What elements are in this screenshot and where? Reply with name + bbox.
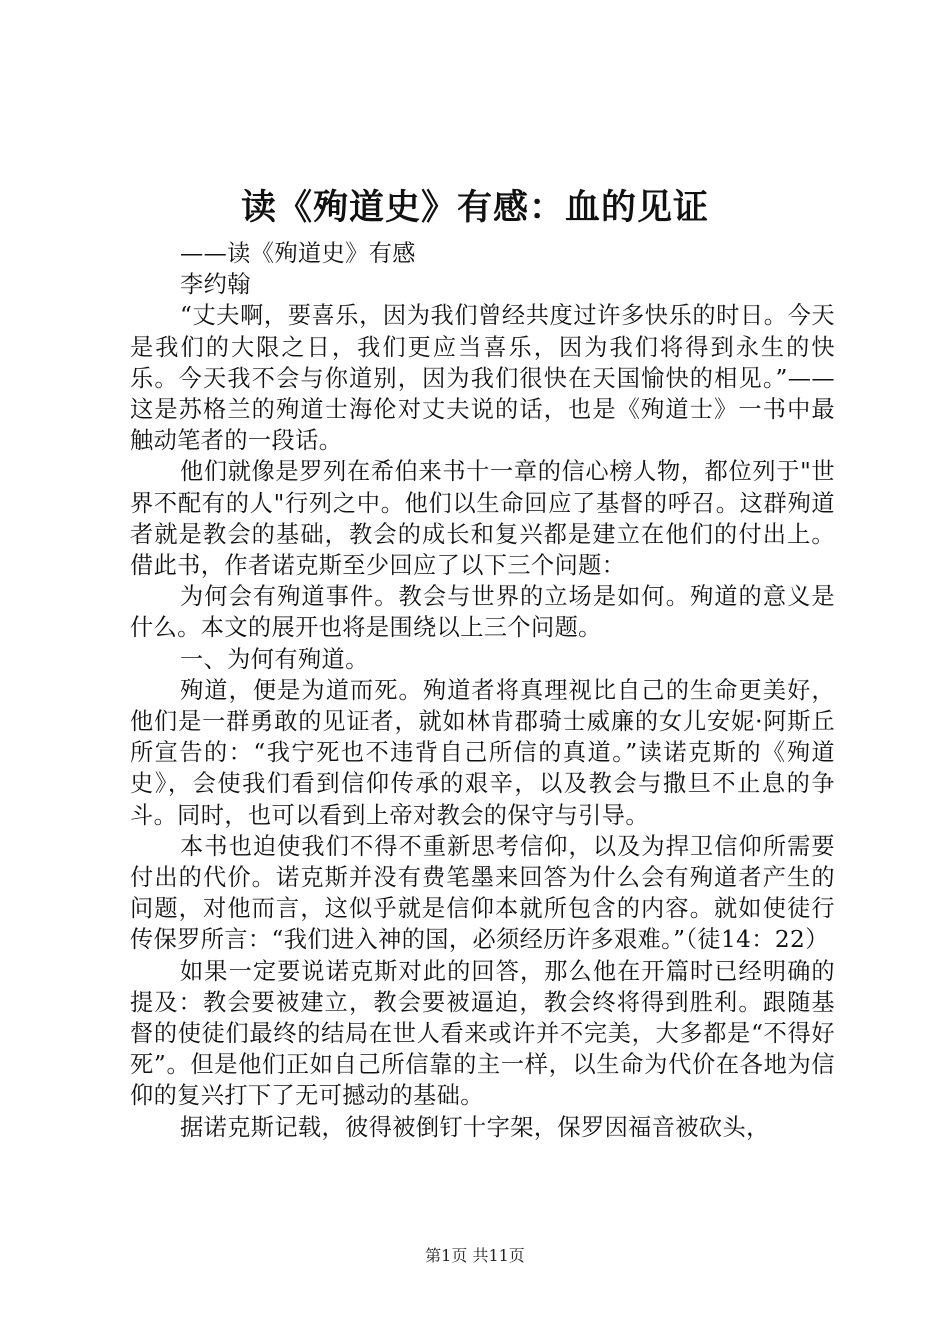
- document-author: 李约翰: [180, 271, 251, 299]
- document-subtitle: ——读《殉道史》有感: [180, 240, 416, 267]
- paragraph: 如果一定要说诺克斯对此的回答，那么他在开篇时已经明确的提及：教会要被建立，教会要被逼迫，教会终将得到胜利。跟随基督的使徒们最终的结局在世人看来或许并不完美，大多都是“不得好死”。但是他们正如自己所信靠的主一样，以生命为代价在各地为信仰的复兴打下了无可撼动的基础。: [130, 957, 835, 1110]
- paragraph: 殉道，便是为道而死。殉道者将真理视比自己的生命更美好，他们是一群勇敢的见证者，就如林肯郡骑士威廉的女儿安妮·阿斯丘所宣告的：“我宁死也不违背自己所信的真道。”读诺克斯的《殉道史》，会使我们看到信仰传承的艰辛，以及教会与撒旦不止息的争斗。同时，也可以看到上帝对教会的保守与引导。: [130, 676, 835, 829]
- page-footer: 第1页 共11页: [425, 1246, 525, 1265]
- document-body: [130, 238, 835, 1143]
- paragraph: “丈夫啊，要喜乐，因为我们曾经共度过许多快乐的时日。今天是我们的大限之日，我们更应当喜乐，因为我们将得到永生的快乐。今天我不会与你道别，因为我们很快在天国愉快的相见。”——这是苏格兰的殉道士海伦对丈夫说的话，也是《殉道士》一书中最触动笔者的一段话。: [130, 302, 835, 455]
- section-heading: 一、为何有殉道。: [180, 645, 369, 673]
- paragraph: 为何会有殉道事件。教会与世界的立场是如何。殉道的意义是什么。本文的展开也将是围绕以上三个问题。: [130, 583, 835, 642]
- paragraph: 据诺克斯记载，彼得被倒钉十字架，保罗因福音被砍头，: [180, 1113, 770, 1141]
- document-title: 读《殉道史》有感：血的见证: [240, 187, 709, 228]
- paragraph: 本书也迫使我们不得不重新思考信仰，以及为捍卫信仰所需要付出的代价。诺克斯并没有费笔墨来回答为什么会有殉道者产生的问题，对他而言，这似乎就是信仰本就所包含的内容。就如使徒行传保罗所言：“我们进入神的国，必须经历许多艰难。”（徒14：22）: [130, 832, 835, 954]
- paragraph: 他们就像是罗列在希伯来书十一章的信心榜人物，都位列于"世界不配有的人"行列之中。他们以生命回应了基督的呼召。这群殉道者就是教会的基础，教会的成长和复兴都是建立在他们的付出上。借此书，作者诺克斯至少回应了以下三个问题：: [130, 458, 835, 580]
